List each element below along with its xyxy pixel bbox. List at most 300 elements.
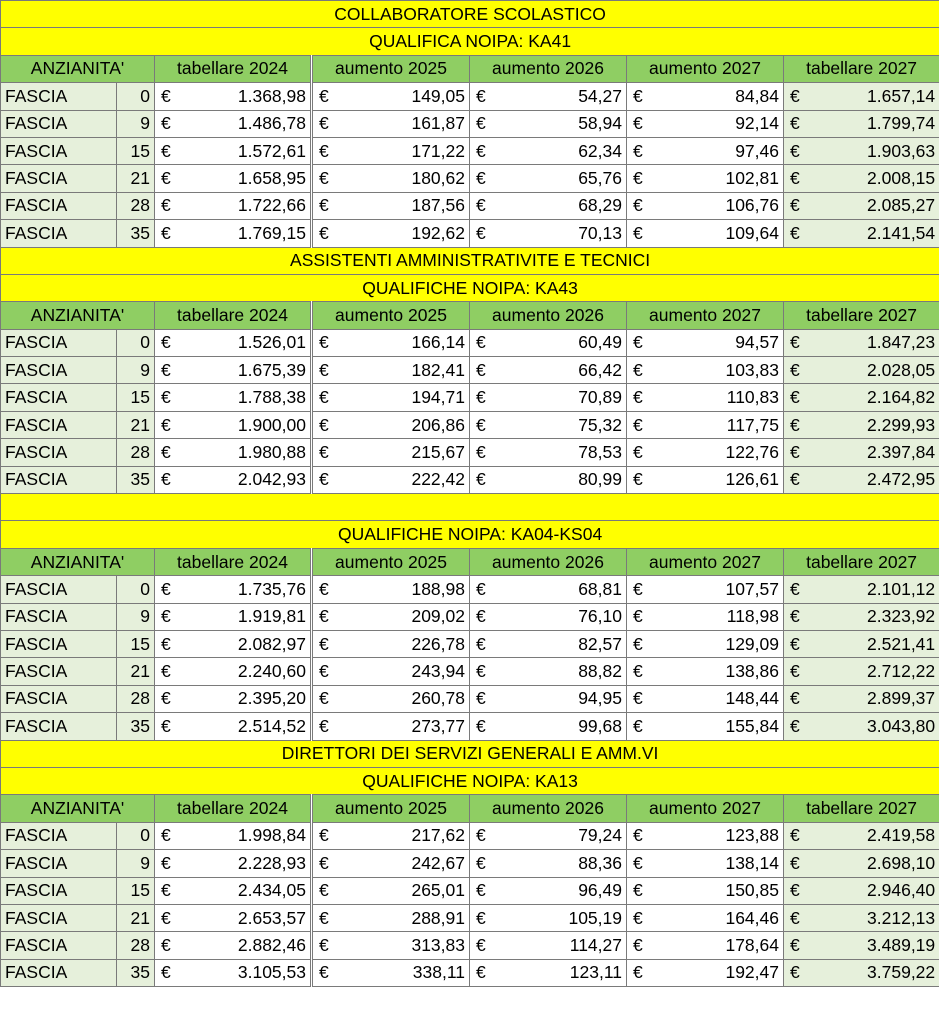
- aumento-2025-value: 217,62: [336, 822, 470, 849]
- currency-symbol: €: [784, 357, 808, 384]
- fascia-label: FASCIA: [1, 904, 117, 931]
- tabellare-2024-value: 1.722,66: [179, 192, 312, 219]
- seniority-years: 9: [117, 603, 155, 630]
- section-subtitle: QUALIFICHE NOIPA: KA04-KS04: [1, 521, 939, 548]
- table-row: [1, 83, 939, 110]
- aumento-2026-value: 66,42: [494, 357, 627, 384]
- tabellare-2024-value: 1.980,88: [179, 439, 312, 466]
- aumento-2025-value: 166,14: [336, 329, 470, 356]
- tabellare-2027-value: 1.903,63: [808, 137, 939, 164]
- currency-symbol: €: [155, 658, 179, 685]
- tabellare-2027-value: 2.521,41: [808, 630, 939, 657]
- tabellare-2027-value: 2.419,58: [808, 822, 939, 849]
- fascia-label: FASCIA: [1, 329, 117, 356]
- table-row: [1, 439, 939, 466]
- currency-symbol: €: [470, 165, 494, 192]
- currency-symbol: €: [784, 850, 808, 877]
- aumento-2026-value: 70,89: [494, 384, 627, 411]
- aumento-2025-value: 338,11: [336, 959, 470, 986]
- table-row: [1, 959, 939, 986]
- fascia-label: FASCIA: [1, 822, 117, 849]
- header-aumento-2026: aumento 2026: [470, 55, 627, 82]
- currency-symbol: €: [784, 165, 808, 192]
- currency-symbol: €: [627, 83, 651, 110]
- header-aumento-2027: aumento 2027: [627, 548, 784, 575]
- header-tabellare-2027: tabellare 2027: [784, 548, 939, 575]
- currency-symbol: €: [312, 685, 336, 712]
- section-title-row: [1, 1, 939, 28]
- currency-symbol: €: [627, 713, 651, 740]
- seniority-years: 0: [117, 329, 155, 356]
- currency-symbol: €: [470, 576, 494, 603]
- aumento-2025-value: 242,67: [336, 850, 470, 877]
- currency-symbol: €: [627, 165, 651, 192]
- table-row: [1, 357, 939, 384]
- currency-symbol: €: [155, 110, 179, 137]
- tabellare-2027-value: 2.698,10: [808, 850, 939, 877]
- aumento-2025-value: 171,22: [336, 137, 470, 164]
- section-title: [1, 494, 939, 521]
- tabellare-2024-value: 1.919,81: [179, 603, 312, 630]
- table-row: [1, 932, 939, 959]
- currency-symbol: €: [470, 713, 494, 740]
- currency-symbol: €: [312, 850, 336, 877]
- header-aumento-2025: aumento 2025: [312, 302, 470, 329]
- table-row: [1, 165, 939, 192]
- tabellare-2024-value: 1.572,61: [179, 137, 312, 164]
- currency-symbol: €: [155, 630, 179, 657]
- seniority-years: 28: [117, 439, 155, 466]
- aumento-2026-value: 88,82: [494, 658, 627, 685]
- tabellare-2027-value: 2.164,82: [808, 384, 939, 411]
- currency-symbol: €: [470, 959, 494, 986]
- currency-symbol: €: [784, 220, 808, 247]
- tabellare-2024-value: 1.486,78: [179, 110, 312, 137]
- currency-symbol: €: [784, 877, 808, 904]
- currency-symbol: €: [470, 137, 494, 164]
- currency-symbol: €: [312, 192, 336, 219]
- aumento-2026-value: 54,27: [494, 83, 627, 110]
- currency-symbol: €: [627, 576, 651, 603]
- header-tabellare-2027: tabellare 2027: [784, 55, 939, 82]
- tabellare-2024-value: 1.998,84: [179, 822, 312, 849]
- currency-symbol: €: [784, 411, 808, 438]
- aumento-2026-value: 99,68: [494, 713, 627, 740]
- currency-symbol: €: [784, 603, 808, 630]
- aumento-2026-value: 76,10: [494, 603, 627, 630]
- tabellare-2027-value: 2.101,12: [808, 576, 939, 603]
- aumento-2027-value: 118,98: [651, 603, 784, 630]
- aumento-2025-value: 194,71: [336, 384, 470, 411]
- aumento-2027-value: 164,46: [651, 904, 784, 931]
- table-row: [1, 603, 939, 630]
- currency-symbol: €: [155, 877, 179, 904]
- fascia-label: FASCIA: [1, 466, 117, 493]
- currency-symbol: €: [627, 137, 651, 164]
- fascia-label: FASCIA: [1, 137, 117, 164]
- fascia-label: FASCIA: [1, 384, 117, 411]
- currency-symbol: €: [627, 220, 651, 247]
- aumento-2025-value: 260,78: [336, 685, 470, 712]
- currency-symbol: €: [312, 411, 336, 438]
- currency-symbol: €: [784, 822, 808, 849]
- aumento-2025-value: 209,02: [336, 603, 470, 630]
- section-subtitle: QUALIFICA NOIPA: KA41: [1, 28, 939, 55]
- currency-symbol: €: [312, 110, 336, 137]
- header-aumento-2027: aumento 2027: [627, 795, 784, 822]
- currency-symbol: €: [627, 192, 651, 219]
- fascia-label: FASCIA: [1, 110, 117, 137]
- aumento-2025-value: 192,62: [336, 220, 470, 247]
- tabellare-2027-value: 2.299,93: [808, 411, 939, 438]
- fascia-label: FASCIA: [1, 658, 117, 685]
- currency-symbol: €: [312, 658, 336, 685]
- section-title: COLLABORATORE SCOLASTICO: [1, 1, 939, 28]
- currency-symbol: €: [470, 603, 494, 630]
- aumento-2027-value: 129,09: [651, 630, 784, 657]
- column-header-row: [1, 548, 939, 575]
- header-aumento-2026: aumento 2026: [470, 548, 627, 575]
- currency-symbol: €: [470, 83, 494, 110]
- currency-symbol: €: [312, 329, 336, 356]
- fascia-label: FASCIA: [1, 357, 117, 384]
- section-subtitle-row: [1, 274, 939, 301]
- aumento-2025-value: 188,98: [336, 576, 470, 603]
- header-tabellare-2024: tabellare 2024: [155, 302, 312, 329]
- column-header-row: [1, 795, 939, 822]
- seniority-years: 28: [117, 685, 155, 712]
- aumento-2025-value: 149,05: [336, 83, 470, 110]
- currency-symbol: €: [627, 110, 651, 137]
- seniority-years: 35: [117, 713, 155, 740]
- currency-symbol: €: [155, 576, 179, 603]
- currency-symbol: €: [784, 83, 808, 110]
- header-aumento-2025: aumento 2025: [312, 548, 470, 575]
- section-title: DIRETTORI DEI SERVIZI GENERALI E AMM.VI: [1, 740, 939, 767]
- currency-symbol: €: [784, 137, 808, 164]
- header-tabellare-2024: tabellare 2024: [155, 795, 312, 822]
- currency-symbol: €: [312, 439, 336, 466]
- tabellare-2024-value: 1.769,15: [179, 220, 312, 247]
- currency-symbol: €: [470, 439, 494, 466]
- aumento-2027-value: 155,84: [651, 713, 784, 740]
- currency-symbol: €: [784, 192, 808, 219]
- currency-symbol: €: [470, 357, 494, 384]
- seniority-years: 35: [117, 959, 155, 986]
- aumento-2025-value: 206,86: [336, 411, 470, 438]
- tabellare-2024-value: 2.228,93: [179, 850, 312, 877]
- table-row: [1, 850, 939, 877]
- currency-symbol: €: [312, 165, 336, 192]
- aumento-2025-value: 180,62: [336, 165, 470, 192]
- aumento-2026-value: 78,53: [494, 439, 627, 466]
- aumento-2026-value: 60,49: [494, 329, 627, 356]
- tabellare-2027-value: 3.212,13: [808, 904, 939, 931]
- aumento-2027-value: 150,85: [651, 877, 784, 904]
- currency-symbol: €: [155, 466, 179, 493]
- header-tabellare-2027: tabellare 2027: [784, 302, 939, 329]
- currency-symbol: €: [155, 329, 179, 356]
- currency-symbol: €: [784, 384, 808, 411]
- seniority-years: 0: [117, 576, 155, 603]
- currency-symbol: €: [470, 822, 494, 849]
- currency-symbol: €: [155, 165, 179, 192]
- tabellare-2024-value: 2.653,57: [179, 904, 312, 931]
- section-subtitle-row: [1, 521, 939, 548]
- section-title-row: [1, 740, 939, 767]
- seniority-years: 0: [117, 83, 155, 110]
- currency-symbol: €: [470, 220, 494, 247]
- aumento-2026-value: 114,27: [494, 932, 627, 959]
- aumento-2027-value: 123,88: [651, 822, 784, 849]
- seniority-years: 15: [117, 137, 155, 164]
- seniority-years: 15: [117, 877, 155, 904]
- currency-symbol: €: [784, 932, 808, 959]
- seniority-years: 28: [117, 932, 155, 959]
- fascia-label: FASCIA: [1, 850, 117, 877]
- table-row: [1, 466, 939, 493]
- currency-symbol: €: [784, 576, 808, 603]
- tabellare-2027-value: 2.085,27: [808, 192, 939, 219]
- seniority-years: 28: [117, 192, 155, 219]
- table-row: [1, 713, 939, 740]
- fascia-label: FASCIA: [1, 220, 117, 247]
- aumento-2027-value: 109,64: [651, 220, 784, 247]
- aumento-2025-value: 265,01: [336, 877, 470, 904]
- seniority-years: 9: [117, 357, 155, 384]
- aumento-2025-value: 243,94: [336, 658, 470, 685]
- aumento-2027-value: 97,46: [651, 137, 784, 164]
- currency-symbol: €: [470, 658, 494, 685]
- currency-symbol: €: [312, 822, 336, 849]
- currency-symbol: €: [312, 603, 336, 630]
- fascia-label: FASCIA: [1, 630, 117, 657]
- tabellare-2024-value: 1.658,95: [179, 165, 312, 192]
- tabellare-2027-value: 2.141,54: [808, 220, 939, 247]
- tabellare-2027-value: 2.946,40: [808, 877, 939, 904]
- aumento-2025-value: 161,87: [336, 110, 470, 137]
- section-title: ASSISTENTI AMMINISTRATIVITE E TECNICI: [1, 247, 939, 274]
- table-row: [1, 110, 939, 137]
- seniority-years: 21: [117, 165, 155, 192]
- tabellare-2027-value: 2.028,05: [808, 357, 939, 384]
- header-tabellare-2027: tabellare 2027: [784, 795, 939, 822]
- aumento-2027-value: 94,57: [651, 329, 784, 356]
- currency-symbol: €: [312, 357, 336, 384]
- currency-symbol: €: [627, 822, 651, 849]
- header-anzianita: ANZIANITA': [1, 55, 155, 82]
- tabellare-2024-value: 2.882,46: [179, 932, 312, 959]
- header-anzianita: ANZIANITA': [1, 795, 155, 822]
- section-title-row: [1, 247, 939, 274]
- tabellare-2024-value: 3.105,53: [179, 959, 312, 986]
- table-row: [1, 576, 939, 603]
- currency-symbol: €: [470, 384, 494, 411]
- aumento-2026-value: 70,13: [494, 220, 627, 247]
- currency-symbol: €: [312, 220, 336, 247]
- tabellare-2027-value: 2.323,92: [808, 603, 939, 630]
- table-row: [1, 877, 939, 904]
- seniority-years: 35: [117, 466, 155, 493]
- header-tabellare-2024: tabellare 2024: [155, 548, 312, 575]
- seniority-years: 21: [117, 658, 155, 685]
- tabellare-2024-value: 2.240,60: [179, 658, 312, 685]
- aumento-2026-value: 62,34: [494, 137, 627, 164]
- currency-symbol: €: [312, 904, 336, 931]
- currency-symbol: €: [627, 877, 651, 904]
- section-subtitle-row: [1, 767, 939, 794]
- currency-symbol: €: [784, 630, 808, 657]
- tabellare-2024-value: 1.735,76: [179, 576, 312, 603]
- aumento-2025-value: 182,41: [336, 357, 470, 384]
- currency-symbol: €: [784, 959, 808, 986]
- header-tabellare-2024: tabellare 2024: [155, 55, 312, 82]
- currency-symbol: €: [627, 329, 651, 356]
- fascia-label: FASCIA: [1, 192, 117, 219]
- currency-symbol: €: [784, 439, 808, 466]
- aumento-2026-value: 105,19: [494, 904, 627, 931]
- currency-symbol: €: [784, 713, 808, 740]
- tabellare-2024-value: 1.368,98: [179, 83, 312, 110]
- currency-symbol: €: [155, 713, 179, 740]
- currency-symbol: €: [627, 439, 651, 466]
- currency-symbol: €: [155, 904, 179, 931]
- currency-symbol: €: [470, 192, 494, 219]
- aumento-2027-value: 138,14: [651, 850, 784, 877]
- section-subtitle-row: [1, 28, 939, 55]
- currency-symbol: €: [470, 685, 494, 712]
- currency-symbol: €: [312, 932, 336, 959]
- currency-symbol: €: [155, 137, 179, 164]
- currency-symbol: €: [627, 959, 651, 986]
- currency-symbol: €: [470, 110, 494, 137]
- fascia-label: FASCIA: [1, 932, 117, 959]
- fascia-label: FASCIA: [1, 877, 117, 904]
- table-row: [1, 904, 939, 931]
- currency-symbol: €: [470, 411, 494, 438]
- tabellare-2027-value: 2.712,22: [808, 658, 939, 685]
- aumento-2026-value: 96,49: [494, 877, 627, 904]
- aumento-2026-value: 88,36: [494, 850, 627, 877]
- seniority-years: 9: [117, 110, 155, 137]
- currency-symbol: €: [155, 822, 179, 849]
- currency-symbol: €: [784, 904, 808, 931]
- currency-symbol: €: [155, 357, 179, 384]
- header-anzianita: ANZIANITA': [1, 302, 155, 329]
- aumento-2026-value: 82,57: [494, 630, 627, 657]
- currency-symbol: €: [155, 220, 179, 247]
- currency-symbol: €: [627, 904, 651, 931]
- currency-symbol: €: [312, 384, 336, 411]
- aumento-2027-value: 103,83: [651, 357, 784, 384]
- table-row: [1, 384, 939, 411]
- currency-symbol: €: [312, 713, 336, 740]
- tabellare-2027-value: 3.489,19: [808, 932, 939, 959]
- currency-symbol: €: [627, 466, 651, 493]
- fascia-label: FASCIA: [1, 576, 117, 603]
- fascia-label: FASCIA: [1, 603, 117, 630]
- header-anzianita: ANZIANITA': [1, 548, 155, 575]
- seniority-years: 15: [117, 384, 155, 411]
- currency-symbol: €: [312, 630, 336, 657]
- currency-symbol: €: [627, 850, 651, 877]
- currency-symbol: €: [470, 850, 494, 877]
- table-row: [1, 137, 939, 164]
- aumento-2027-value: 92,14: [651, 110, 784, 137]
- table-row: [1, 822, 939, 849]
- tabellare-2027-value: 3.043,80: [808, 713, 939, 740]
- tabellare-2027-value: 1.799,74: [808, 110, 939, 137]
- currency-symbol: €: [312, 137, 336, 164]
- aumento-2026-value: 94,95: [494, 685, 627, 712]
- currency-symbol: €: [627, 384, 651, 411]
- column-header-row: [1, 55, 939, 82]
- tabellare-2027-value: 2.397,84: [808, 439, 939, 466]
- currency-symbol: €: [155, 411, 179, 438]
- currency-symbol: €: [155, 384, 179, 411]
- section-subtitle: QUALIFICHE NOIPA: KA13: [1, 767, 939, 794]
- tabellare-2024-value: 2.434,05: [179, 877, 312, 904]
- fascia-label: FASCIA: [1, 713, 117, 740]
- currency-symbol: €: [155, 685, 179, 712]
- currency-symbol: €: [627, 411, 651, 438]
- header-aumento-2025: aumento 2025: [312, 55, 470, 82]
- header-aumento-2027: aumento 2027: [627, 302, 784, 329]
- seniority-years: 9: [117, 850, 155, 877]
- tabellare-2024-value: 2.395,20: [179, 685, 312, 712]
- aumento-2025-value: 313,83: [336, 932, 470, 959]
- currency-symbol: €: [627, 685, 651, 712]
- tabellare-2024-value: 1.900,00: [179, 411, 312, 438]
- header-aumento-2027: aumento 2027: [627, 55, 784, 82]
- tabellare-2024-value: 2.042,93: [179, 466, 312, 493]
- header-aumento-2025: aumento 2025: [312, 795, 470, 822]
- currency-symbol: €: [155, 603, 179, 630]
- aumento-2025-value: 226,78: [336, 630, 470, 657]
- currency-symbol: €: [312, 877, 336, 904]
- currency-symbol: €: [784, 658, 808, 685]
- currency-symbol: €: [155, 439, 179, 466]
- fascia-label: FASCIA: [1, 685, 117, 712]
- section-title-row: [1, 494, 939, 521]
- tabellare-2024-value: 2.082,97: [179, 630, 312, 657]
- currency-symbol: €: [627, 357, 651, 384]
- currency-symbol: €: [784, 685, 808, 712]
- header-aumento-2026: aumento 2026: [470, 302, 627, 329]
- table-row: [1, 658, 939, 685]
- fascia-label: FASCIA: [1, 411, 117, 438]
- tabellare-2027-value: 2.008,15: [808, 165, 939, 192]
- currency-symbol: €: [312, 576, 336, 603]
- currency-symbol: €: [470, 877, 494, 904]
- seniority-years: 15: [117, 630, 155, 657]
- seniority-years: 21: [117, 904, 155, 931]
- aumento-2027-value: 122,76: [651, 439, 784, 466]
- aumento-2026-value: 68,29: [494, 192, 627, 219]
- tabellare-2027-value: 2.899,37: [808, 685, 939, 712]
- aumento-2027-value: 178,64: [651, 932, 784, 959]
- aumento-2027-value: 148,44: [651, 685, 784, 712]
- currency-symbol: €: [470, 630, 494, 657]
- tabellare-2024-value: 2.514,52: [179, 713, 312, 740]
- aumento-2026-value: 123,11: [494, 959, 627, 986]
- column-header-row: [1, 302, 939, 329]
- table-row: [1, 685, 939, 712]
- aumento-2026-value: 65,76: [494, 165, 627, 192]
- fascia-label: FASCIA: [1, 165, 117, 192]
- seniority-years: 35: [117, 220, 155, 247]
- tabellare-2027-value: 3.759,22: [808, 959, 939, 986]
